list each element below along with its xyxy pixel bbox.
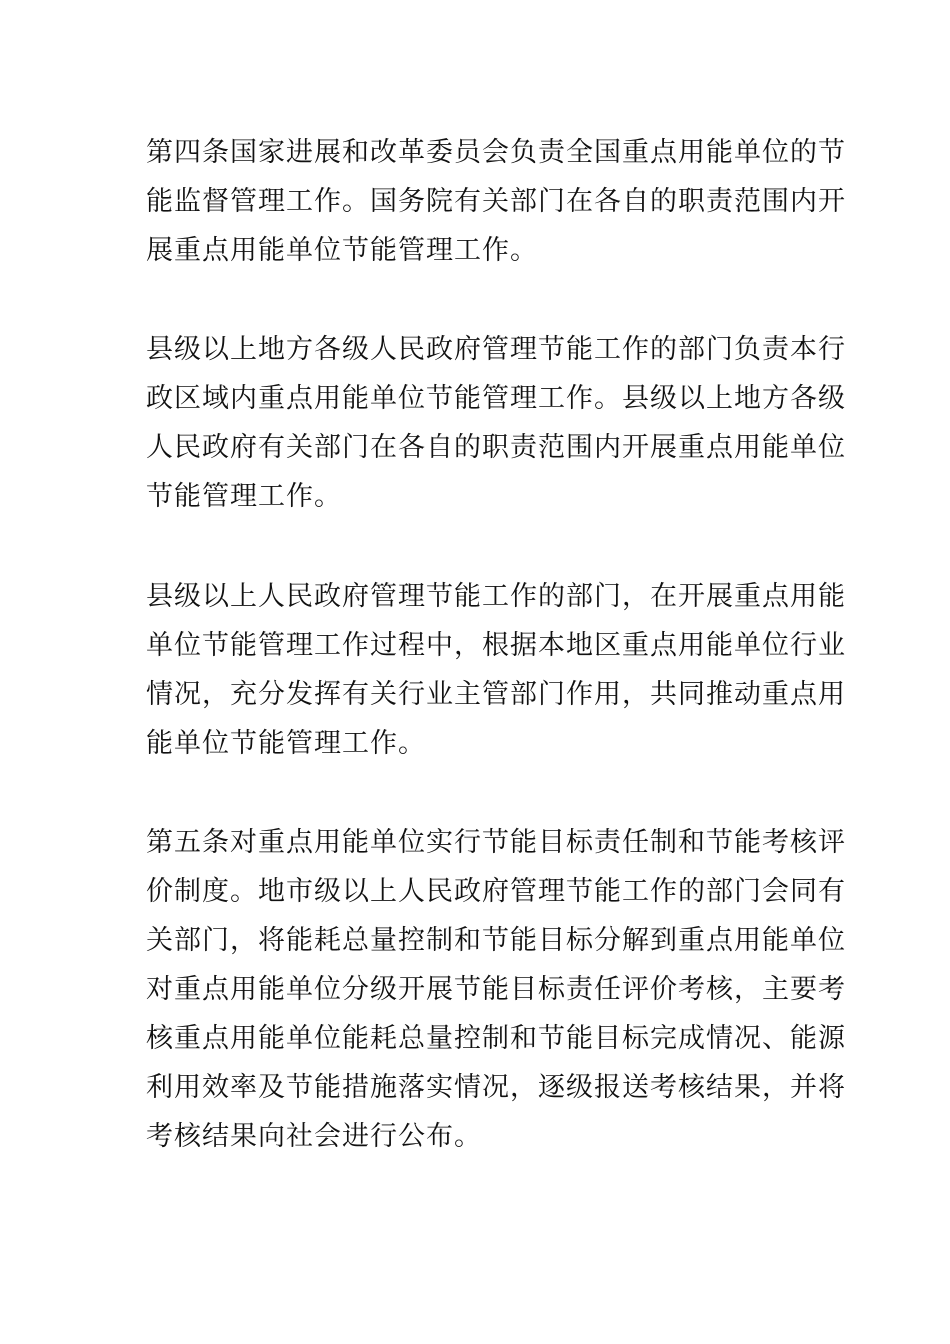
text-line: 展重点用能单位节能管理工作。 (146, 235, 538, 266)
text-line: 关部门，将能耗总量控制和节能目标分解到重点用能单位 (146, 925, 846, 956)
text-line: 能监督管理工作。国务院有关部门在各自的职责范围内开 (146, 186, 846, 217)
text-line: 利用效率及节能措施落实情况，逐级报送考核结果，并将 (146, 1072, 846, 1103)
text-line: 第四条国家进展和改革委员会负责全国重点用能单位的节 (146, 137, 846, 168)
paragraph-article-4 (146, 128, 846, 275)
paragraph-county-level-responsibility (146, 325, 846, 521)
text-line: 价制度。地市级以上人民政府管理节能工作的部门会同有 (146, 876, 846, 907)
text-line: 节能管理工作。 (146, 481, 342, 512)
text-line: 考核结果向社会进行公布。 (146, 1121, 482, 1152)
text-line: 情况，充分发挥有关行业主管部门作用，共同推动重点用 (146, 679, 846, 710)
text-line: 人民政府有关部门在各自的职责范围内开展重点用能单位 (146, 432, 846, 463)
text-line: 第五条对重点用能单位实行节能目标责任制和节能考核评 (146, 827, 846, 858)
text-line: 县级以上地方各级人民政府管理节能工作的部门负责本行 (146, 334, 846, 365)
text-line: 县级以上人民政府管理节能工作的部门，在开展重点用能 (146, 581, 846, 612)
text-line: 核重点用能单位能耗总量控制和节能目标完成情况、能源 (146, 1023, 846, 1054)
text-line: 能单位节能管理工作。 (146, 728, 426, 759)
text-line: 对重点用能单位分级开展节能目标责任评价考核，主要考 (146, 974, 846, 1005)
text-line: 政区域内重点用能单位节能管理工作。县级以上地方各级 (146, 383, 846, 414)
paragraph-industry-coordination (146, 572, 846, 768)
paragraph-article-5 (146, 818, 846, 1161)
text-line: 单位节能管理工作过程中，根据本地区重点用能单位行业 (146, 630, 846, 661)
